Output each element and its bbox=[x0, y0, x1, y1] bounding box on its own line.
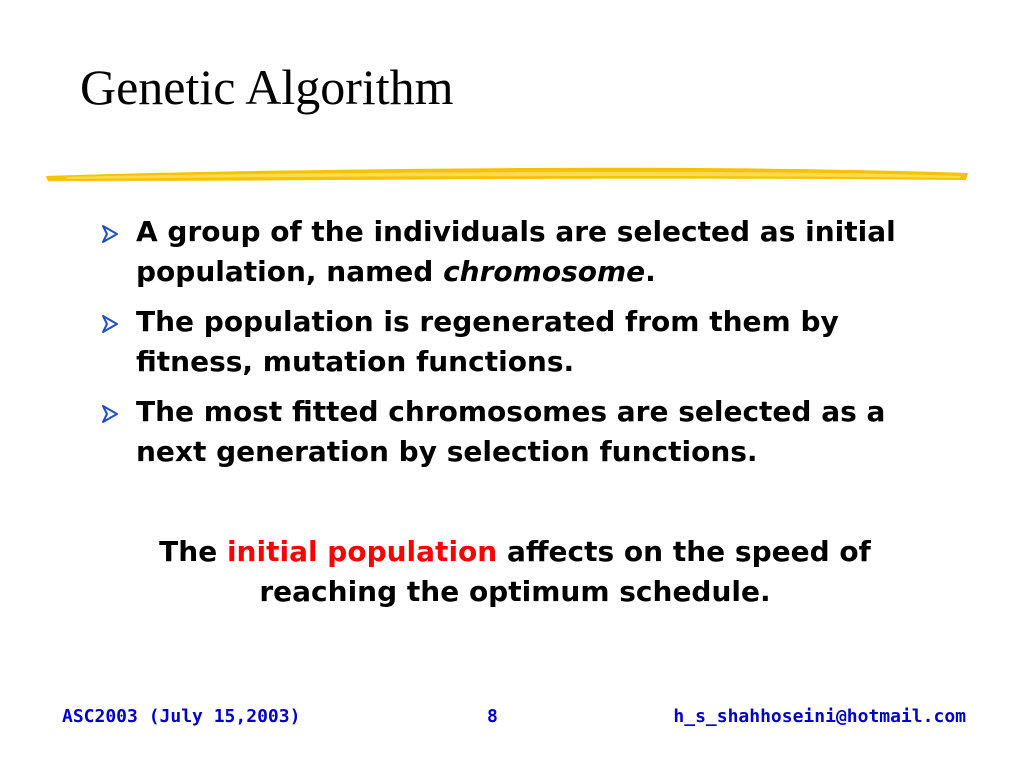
bullet-item bbox=[100, 392, 930, 472]
summary-note bbox=[100, 532, 930, 612]
footer-email: h_s_shahhoseini@hotmail.com bbox=[673, 706, 966, 727]
title-underline-brushstroke bbox=[46, 160, 968, 190]
chevron-right-icon bbox=[100, 314, 120, 334]
bullet-item bbox=[100, 212, 930, 292]
chevron-right-icon bbox=[100, 224, 120, 244]
note-prefix: The bbox=[159, 535, 227, 568]
bullet-emphasis: chromosome bbox=[443, 255, 646, 288]
chevron-right-icon bbox=[100, 404, 120, 424]
note-suffix: affects on the speed of reaching the optimum schedule. bbox=[259, 535, 871, 608]
slide-title: Genetic Algorithm bbox=[80, 59, 454, 115]
footer-conference: ASC2003 (July 15,2003) bbox=[62, 706, 301, 727]
bullet-text: The most fitted chromosomes are selected as a next generation by selection functions. bbox=[136, 395, 886, 468]
footer-page-number: 8 bbox=[487, 706, 498, 727]
bullet-suffix: . bbox=[645, 255, 656, 288]
note-highlight: initial population bbox=[226, 535, 498, 568]
bullet-item bbox=[100, 302, 930, 382]
bullet-text: A group of the individuals are selected as initial population, named bbox=[136, 215, 896, 288]
bullet-text: The population is regenerated from them by fitness, mutation functions. bbox=[136, 305, 839, 378]
bullet-list bbox=[100, 212, 930, 482]
